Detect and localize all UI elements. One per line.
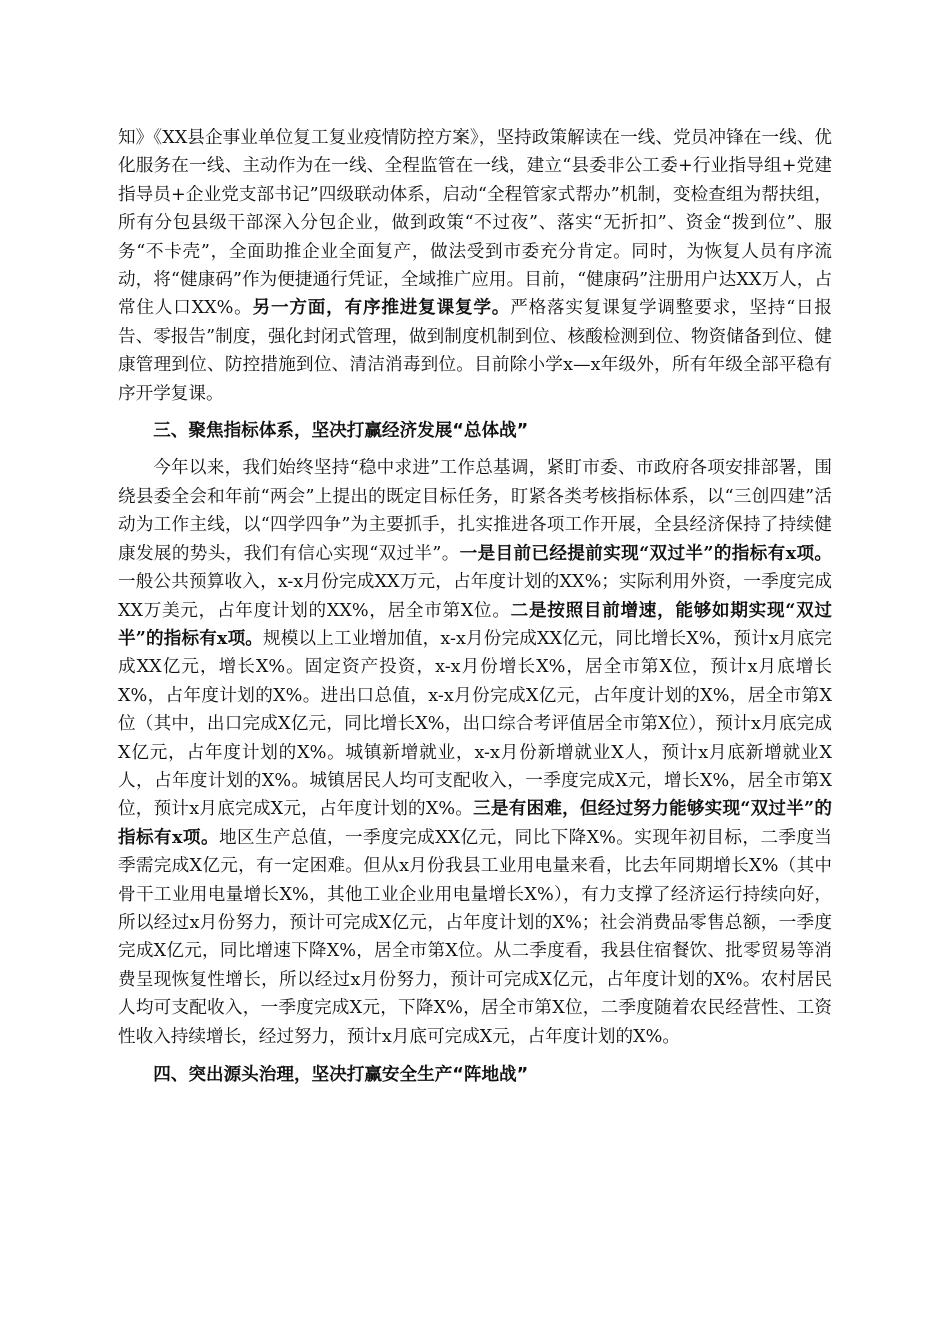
paragraph-text: 今年以来，我们始终坚持“稳中求进”工作总基调，紧盯市委、市政府各项安排部署，围绕县委全会和年前“两会”上提出的既定目标任务，盯紧各类考核指标体系，以“三创四建”活动为工作主线，以“四学四争”为主要抓手，扎实推进各项工作开展，全县经济保持了持续健康发展的势头，我们有信心实现“双过半”。 [118,458,832,564]
paragraph-text: 一般公共预算收入，x-x月份完成XX万元，占年度计划的XX%；实际利用外资，一季度完成XX万美元，占年度计划的XX%，居全市第X位。 [118,572,832,621]
paragraph-reopening [118,124,832,408]
paragraph-bold-point-1: 一是目前已经提前实现“双过半”的指标有x项。 [459,542,832,564]
paragraph-bold-lead: 另一方面，有序推进复课复学。 [252,297,511,319]
paragraph-bold-point-3: 三是有困难，但经过努力能够实现“双过半”的指标有x项。 [118,798,832,848]
paragraph-text: 地区生产总值，一季度完成XX亿元，同比下降X%。实现年初目标，二季度当季需完成X亿元，有一定困难。但从x月份我县工业用电量来看，比去年同期增长X%（其中骨干工业用电量增长X%，其他工业企业用电量增长X%），有力支撑了经济运行持续向好，所以经过x月份努力，预计可完成X亿元，占年度计划的X%；社会消费品零售总额，一季度完成X亿元，同比增速下降X%，居全市第X位。从二季度看，我县住宿餐饮、批零贸易等消费呈现恢复性增长，所以经过x月份努力，预计可完成X亿元，占年度计划的X%。农村居民人均可支配收入，一季度完成X元，下降X%，居全市第X位，二季度随着农民经营性、工资性收入持续增长，经过努力，预计x月底可完成X元，占年度计划的X%。 [118,827,833,1047]
document-page [118,124,832,1089]
paragraph-text: 知》《XX县企事业单位复工复业疫情防控方案》，坚持政策解读在一线、党员冲锋在一线、优化服务在一线、主动作为在一线、全程监管在一线，建立“县委非公工委+行业指导组+党建指导员+企业党支部书记”四级联动体系，启动“全程管家式帮办”机制，变检查组为帮扶组，所有分包县级干部深入分包企业，做到政策“不过夜”、落实“无折扣”、资金“拨到位”、服务“不卡壳”，全面助推企业全面复产，做法受到市委充分肯定。同时，为恢复人员有序流动，将“健康码”作为便捷通行凭证，全域推广应用。目前，“健康码”注册用户达XX万人，占常住人口XX%。 [118,128,832,319]
paragraph-bold-point-2: 二是按照目前增速，能够如期实现“双过半”的指标有x项。 [118,599,832,649]
section-heading-economy: 三、聚焦指标体系，坚决打赢经济发展“总体战” [153,421,529,442]
section-heading-safety: 四、突出源头治理，坚决打赢安全生产“阵地战” [153,1065,529,1085]
paragraph-text: 严格落实复课复学调整要求，坚持“日报告、零报告”制度，强化封闭式管理，做到制度机制到位、核酸检测到位、物资储备到位、健康管理到位、防控措施到位、清洁消毒到位。目前除小学x—x年级外，所有年级全部平稳有序开学复课。 [118,298,832,404]
paragraph-text: 规模以上工业增加值，x-x月份完成XX亿元，同比增长X%，预计x月底完成XX亿元，增长X%。固定资产投资，x-x月份增长X%，居全市第X位，预计x月底增长X%，占年度计划的X%。进出口总值，x-x月份完成X亿元，占年度计划的X%，居全市第X位（其中，出口完成X亿元，同比增长X%，出口综合考评值居全市第X位），预计x月底完成X亿元，占年度计划的X%。城镇新增就业，x-x月份新增就业X人，预计x月底新增就业X人，占年度计划的X%。城镇居民人均可支配收入，一季度完成X元，增长X%，居全市第X位，预计x月底完成X元，占年度计划的X%。 [118,628,832,820]
paragraph-economy [118,454,832,1051]
